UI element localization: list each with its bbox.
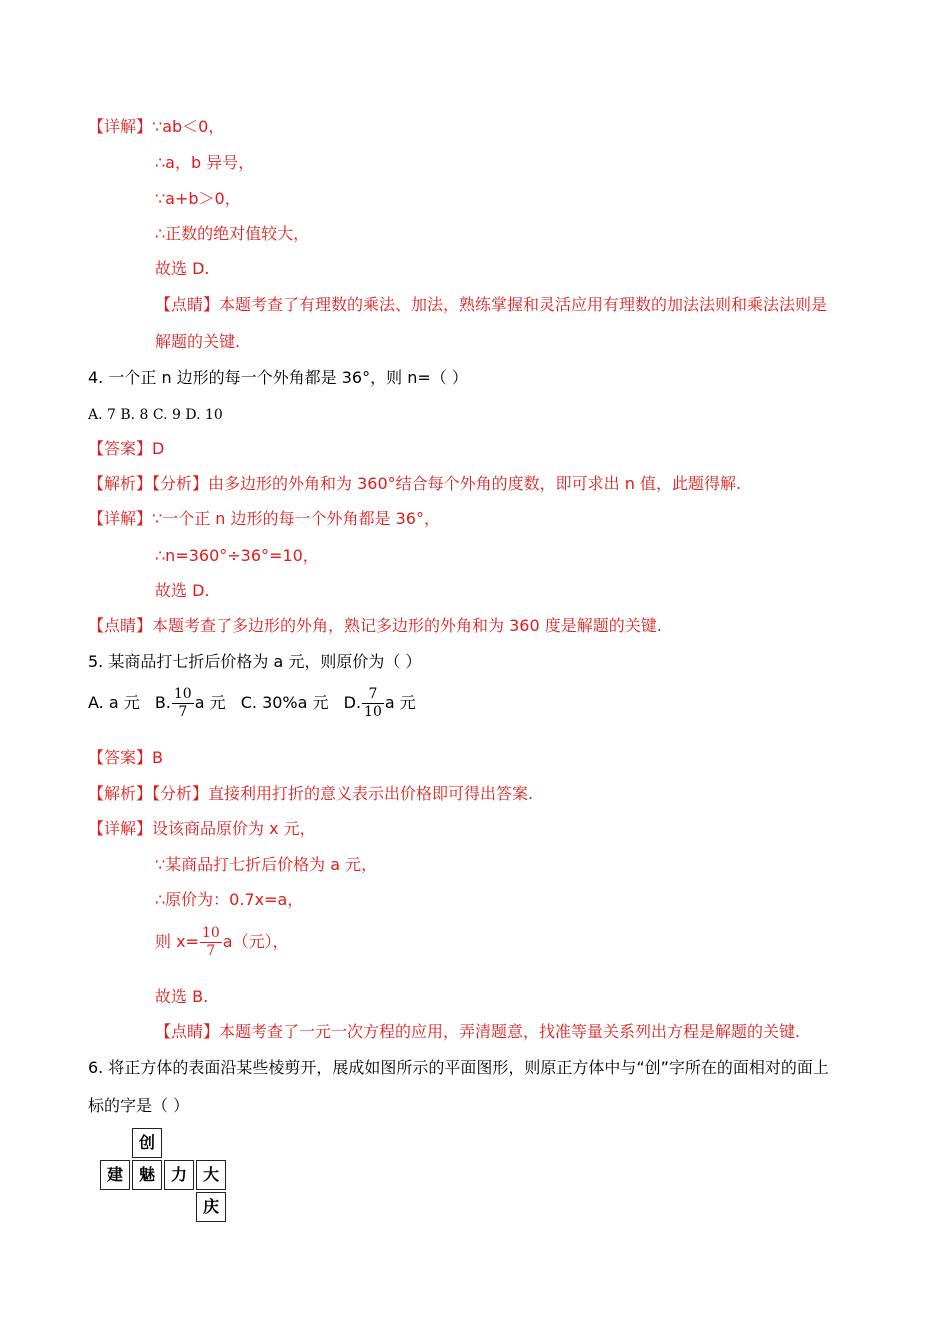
detail-tag: 【详解】 bbox=[88, 819, 153, 838]
q5-detail3: ∴原价为：0.7x=a， bbox=[155, 890, 304, 909]
q4-detail2: ∴n=360°÷36°=10， bbox=[155, 546, 319, 565]
q5-option-a: A. a 元 bbox=[88, 693, 140, 712]
q3-step3: ∵a+b＞0， bbox=[155, 189, 241, 208]
q5-question: 5. 某商品打七折后价格为 a 元，则原价为（ ） bbox=[88, 652, 422, 671]
analysis-tag: 【解析】 bbox=[88, 784, 153, 803]
q4-detail1: ∵一个正 n 边形的每一个外角都是 36°， bbox=[152, 509, 440, 528]
net-cell-da: 大 bbox=[196, 1160, 226, 1190]
q5-answer: B bbox=[152, 748, 163, 767]
comment-tag: 【点睛】 bbox=[155, 295, 220, 314]
answer-tag: 【答案】 bbox=[88, 748, 153, 767]
q4-answer-line bbox=[88, 438, 164, 460]
q3-step4: ∴正数的绝对值较大， bbox=[155, 224, 310, 243]
q5-answer-line bbox=[88, 747, 163, 769]
q5-detail4: 则 x= $\frac{10}{7}$ a（元）， bbox=[155, 925, 289, 959]
q5-analysis: 【分析】直接利用打折的意义表示出价格即可得出答案. bbox=[152, 784, 534, 803]
detail-tag: 【详解】 bbox=[88, 509, 153, 528]
q3-comment bbox=[155, 294, 827, 316]
comment-tag: 【点睛】 bbox=[88, 616, 153, 635]
comment-tag: 【点睛】 bbox=[155, 1022, 220, 1041]
q5-comment-line bbox=[155, 1021, 800, 1043]
q5-option-b: B. $\frac{10}{7}$ a 元 bbox=[154, 686, 226, 720]
q4-options: A. 7 B. 8 C. 9 D. 10 bbox=[88, 407, 223, 423]
q3-comment-text: 本题考查了有理数的乘法、加法，熟练掌握和灵活应用有理数的加法法则和乘法法则是 bbox=[219, 295, 828, 314]
detail-tag: 【详解】 bbox=[88, 117, 153, 136]
q5-detail1: 设该商品原价为 x 元， bbox=[152, 819, 316, 838]
fraction: $\frac{7}{10}$ bbox=[364, 686, 382, 720]
q3-detail-line bbox=[88, 116, 224, 138]
q5-option-d: D. $\frac{7}{10}$ a 元 bbox=[343, 686, 416, 720]
analysis-tag: 【解析】 bbox=[88, 474, 153, 493]
q4-analysis: 【分析】由多边形的外角和为 360°结合每个外角的度数，即可求出 n 值，此题得解. bbox=[152, 474, 742, 493]
fraction: $\frac{10}{7}$ bbox=[173, 686, 192, 720]
q3-step1: ∵ab＜0， bbox=[152, 117, 225, 136]
q5-detail-line bbox=[88, 818, 316, 840]
q5-analysis-line bbox=[88, 783, 533, 805]
q5-comment: 本题考查了一元一次方程的应用，弄清题意，找准等量关系列出方程是解题的关键. bbox=[219, 1022, 801, 1041]
q4-answer: D bbox=[152, 439, 165, 458]
net-cell-mei: 魅 bbox=[132, 1160, 162, 1190]
net-cell-jian: 建 bbox=[100, 1160, 130, 1190]
q6-question2: 标的字是（ ） bbox=[88, 1096, 190, 1115]
q5-detail5: 故选 B. bbox=[155, 987, 209, 1006]
q6-question: 6. 将正方体的表面沿某些棱剪开，展成如图所示的平面图形，则原正方体中与“创”字所在的面相对的面上 bbox=[88, 1058, 829, 1077]
q4-detail-line bbox=[88, 508, 440, 530]
fraction: $\frac{10}{7}$ bbox=[201, 925, 220, 959]
net-cell-li: 力 bbox=[164, 1160, 194, 1190]
q5-detail2: ∵某商品打七折后价格为 a 元， bbox=[155, 855, 378, 874]
net-cell-chuang: 创 bbox=[132, 1128, 162, 1158]
q5-options bbox=[88, 683, 416, 727]
q3-step5: 故选 D. bbox=[155, 259, 210, 278]
q4-analysis-line bbox=[88, 473, 741, 495]
q4-comment: 本题考查了多边形的外角，熟记多边形的外角和为 360 度是解题的关键. bbox=[152, 616, 662, 635]
net-cell-qing: 庆 bbox=[196, 1192, 226, 1222]
q5-option-c: C. 30%a 元 bbox=[240, 693, 329, 712]
q3-step2: ∴a，b 异号， bbox=[155, 153, 255, 172]
q4-question: 4. 一个正 n 边形的每一个外角都是 36°，则 n=（ ） bbox=[88, 368, 468, 387]
cube-net-figure bbox=[100, 1128, 230, 1228]
q4-comment-line bbox=[88, 615, 662, 637]
answer-tag: 【答案】 bbox=[88, 439, 153, 458]
q3-comment-text2: 解题的关键. bbox=[155, 332, 241, 351]
q4-detail3: 故选 D. bbox=[155, 581, 210, 600]
